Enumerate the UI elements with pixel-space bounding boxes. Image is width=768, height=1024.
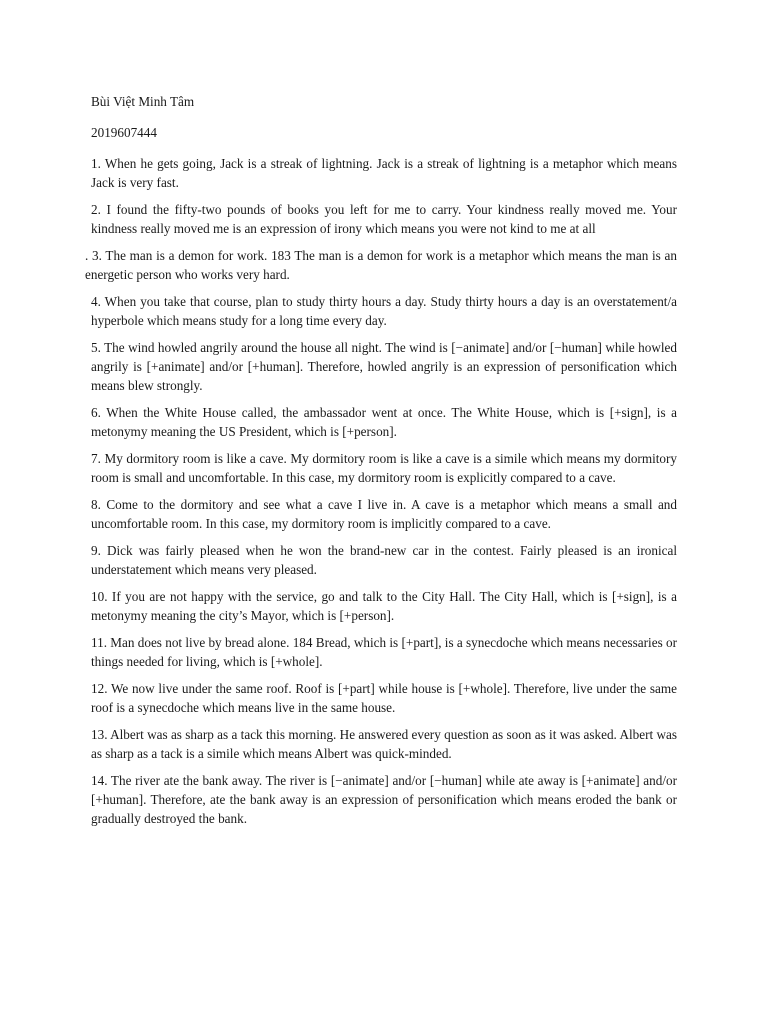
paragraph-10: 10. If you are not happy with the service, go and talk to the City Hall. The City Hall, which is [+sign], is a metonymy meaning the city’s Mayor, which is [+person]. [91, 589, 677, 623]
student-id: 2019607444 [91, 125, 157, 140]
paragraph-7: 7. My dormitory room is like a cave. My dormitory room is like a cave is a simile which means my dormitory room is small and uncomfortable. In this case, my dormitory room is explicitly compared to a cave. [91, 451, 677, 485]
paragraph-3: . 3. The man is a demon for work. 183 The man is a demon for work is a metaphor which means the man is an energetic person who works very hard. [85, 248, 677, 282]
paragraph-2: 2. I found the fifty-two pounds of books you left for me to carry. Your kindness really moved me. Your kindness really moved me is an expression of irony which means you were not kind to me at all [91, 202, 677, 236]
paragraph-5: 5. The wind howled angrily around the house all night. The wind is [−animate] and/or [−human] while howled angrily is [+animate] and/or [+human]. Therefore, howled angrily is an expression of personification which means blew strongly. [91, 340, 677, 393]
document-page [85, 92, 677, 836]
paragraph-11: 11. Man does not live by bread alone. 184 Bread, which is [+part], is a synecdoche which means necessaries or things needed for living, which is [+whole]. [91, 635, 677, 669]
paragraph-6: 6. When the White House called, the ambassador went at once. The White House, which is [+sign], is a metonymy meaning the US President, which is [+person]. [91, 405, 677, 439]
paragraph-13: 13. Albert was as sharp as a tack this morning. He answered every question as soon as it was asked. Albert was as sharp as a tack is a simile which means Albert was quick-minded. [91, 727, 677, 761]
paragraph-12: 12. We now live under the same roof. Roof is [+part] while house is [+whole]. Therefore, live under the same roof is a synecdoche which means live in the same house. [91, 681, 677, 715]
paragraph-9: 9. Dick was fairly pleased when he won the brand-new car in the contest. Fairly pleased is an ironical understatement which means very pleased. [91, 543, 677, 577]
author-name: Bùi Việt Minh Tâm [91, 94, 195, 109]
paragraph-8: 8. Come to the dormitory and see what a cave I live in. A cave is a metaphor which means a small and uncomfortable room. In this case, my dormitory room is implicitly compared to a cave. [91, 497, 677, 531]
paragraph-1: 1. When he gets going, Jack is a streak of lightning. Jack is a streak of lightning is a metaphor which means Jack is very fast. [91, 156, 677, 190]
paragraph-4: 4. When you take that course, plan to study thirty hours a day. Study thirty hours a day is an overstatement/a hyperbole which means study for a long time every day. [91, 294, 677, 328]
paragraph-14: 14. The river ate the bank away. The river is [−animate] and/or [−human] while ate away is [+animate] and/or [+human]. Therefore, ate the bank away is an expression of personification which means eroded the bank or gradually destroyed the bank. [91, 773, 677, 826]
